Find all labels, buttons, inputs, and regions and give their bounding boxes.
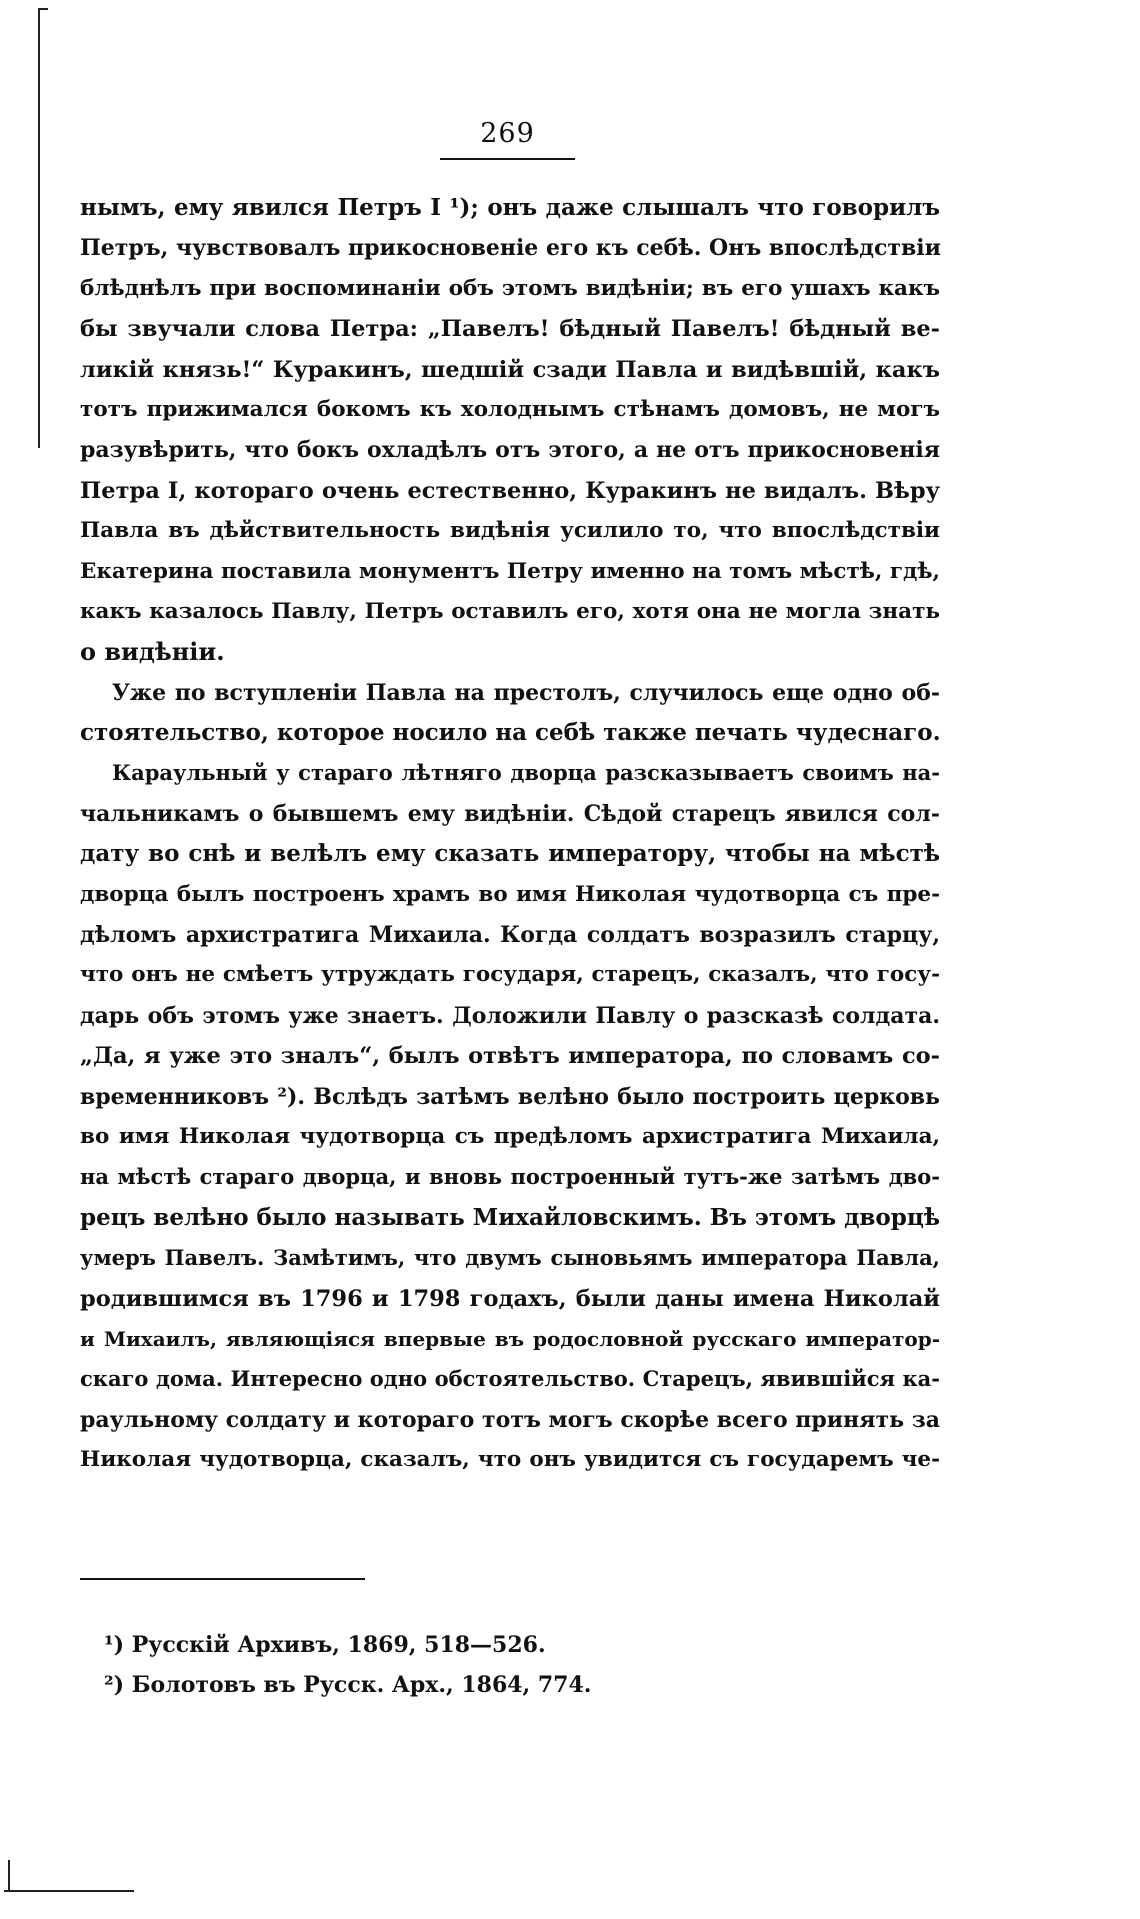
text-line: Екатерина поставила монументъ Петру именно на томъ мѣстѣ, гдѣ, xyxy=(80,558,940,584)
footnote-2: ²) Болотовъ въ Русск. Арх., 1864, 774. xyxy=(104,1672,592,1698)
text-line: дѣломъ архистратига Михаила. Когда солдатъ возразилъ старцу, xyxy=(80,922,940,949)
text-line: бы звучали слова Петра: „Павелъ! бѣдный Павелъ! бѣдный ве- xyxy=(80,316,940,343)
text-line: умеръ Павелъ. Замѣтимъ, что двумъ сыновьямъ императора Павла, xyxy=(80,1245,940,1271)
text-line: и Михаилъ, являющіяся впервые въ родословной русскаго император- xyxy=(80,1326,940,1351)
text-line: родившимся въ 1796 и 1798 годахъ, были даны имена Николай xyxy=(80,1285,940,1312)
text-line: дворца былъ построенъ храмъ во имя Николая чудотворца съ пре- xyxy=(80,881,940,907)
text-line: на мѣстѣ стараго дворца, и вновь построенный тутъ-же затѣмъ дво- xyxy=(80,1164,940,1190)
footnote-1: ¹) Русскій Архивъ, 1869, 518—526. xyxy=(104,1632,546,1658)
text-line: Петра I, котораго очень естественно, Куракинъ не видалъ. Вѣру xyxy=(80,477,940,504)
text-line: раульному солдату и котораго тотъ могъ скорѣе всего принять за xyxy=(80,1406,940,1433)
text-line: Караульный у стараго лѣтняго дворца разсказываетъ своимъ на- xyxy=(112,760,940,786)
text-line: о видѣніи. xyxy=(80,637,225,667)
paragraph-2 xyxy=(80,673,940,754)
page-number-rule xyxy=(440,158,575,160)
scan-page-edge-left xyxy=(38,8,40,448)
text-line: блѣднѣлъ при воспоминаніи объ этомъ видѣніи; въ его ушахъ какъ xyxy=(80,275,940,301)
text-line: какъ казалось Павлу, Петръ оставилъ его, хотя она не могла знать xyxy=(80,598,940,624)
text-line: „Да, я уже это зналъ“, былъ отвѣтъ императора, по словамъ со- xyxy=(80,1043,940,1070)
text-line: во имя Николая чудотворца съ предѣломъ архистратига Михаила, xyxy=(80,1123,940,1149)
text-line: временниковъ ²). Вслѣдъ затѣмъ велѣно было построить церковь xyxy=(80,1083,940,1110)
paragraph-1 xyxy=(80,188,940,673)
text-line: дату во снѣ и велѣлъ ему сказать императору, чтобы на мѣстѣ xyxy=(80,840,940,868)
footnotes xyxy=(104,1625,804,1705)
text-line: стоятельство, которое носило на себѣ также печать чудеснаго. xyxy=(80,719,941,747)
page-number: 269 xyxy=(480,118,535,149)
paragraph-3 xyxy=(80,753,940,1480)
text-line: Павла въ дѣйствительность видѣнія усилило то, что впослѣдствіи xyxy=(80,518,940,544)
text-line: ликій князь!“ Куракинъ, шедшій сзади Павла и видѣвшій, какъ xyxy=(80,356,940,383)
text-line: Уже по вступленіи Павла на престолъ, случилось еще одно об- xyxy=(112,679,940,706)
text-line: рецъ велѣно было называть Михайловскимъ. Въ этомъ дворцѣ xyxy=(80,1203,940,1231)
text-line: что онъ не смѣетъ утруждать государя, старецъ, сказалъ, что госу- xyxy=(80,962,940,988)
text-line: дарь объ этомъ уже знаетъ. Доложили Павлу о разсказѣ солдата. xyxy=(80,1002,940,1029)
footnote-separator xyxy=(80,1578,365,1580)
text-line: нымъ, ему явился Петръ I ¹); онъ даже слышалъ что говорилъ xyxy=(80,194,940,221)
body-text xyxy=(80,188,940,1481)
scan-page-edge-bottom xyxy=(4,1890,134,1892)
text-line: чальникамъ о бывшемъ ему видѣніи. Сѣдой старецъ явился сол- xyxy=(80,800,940,827)
text-line: Петръ, чувствовалъ прикосновеніе его къ себѣ. Онъ впослѣдствіи xyxy=(80,235,941,262)
text-line: скаго дома. Интересно одно обстоятельство. Старецъ, явившійся ка- xyxy=(80,1366,940,1392)
text-line: разувѣрить, что бокъ охладѣлъ отъ этого, а не отъ прикосновенія xyxy=(80,437,940,464)
text-line: тотъ прижимался бокомъ къ холоднымъ стѣнамъ домовъ, не могъ xyxy=(80,396,940,422)
text-line: Николая чудотворца, сказалъ, что онъ увидится съ государемъ че- xyxy=(80,1447,940,1473)
